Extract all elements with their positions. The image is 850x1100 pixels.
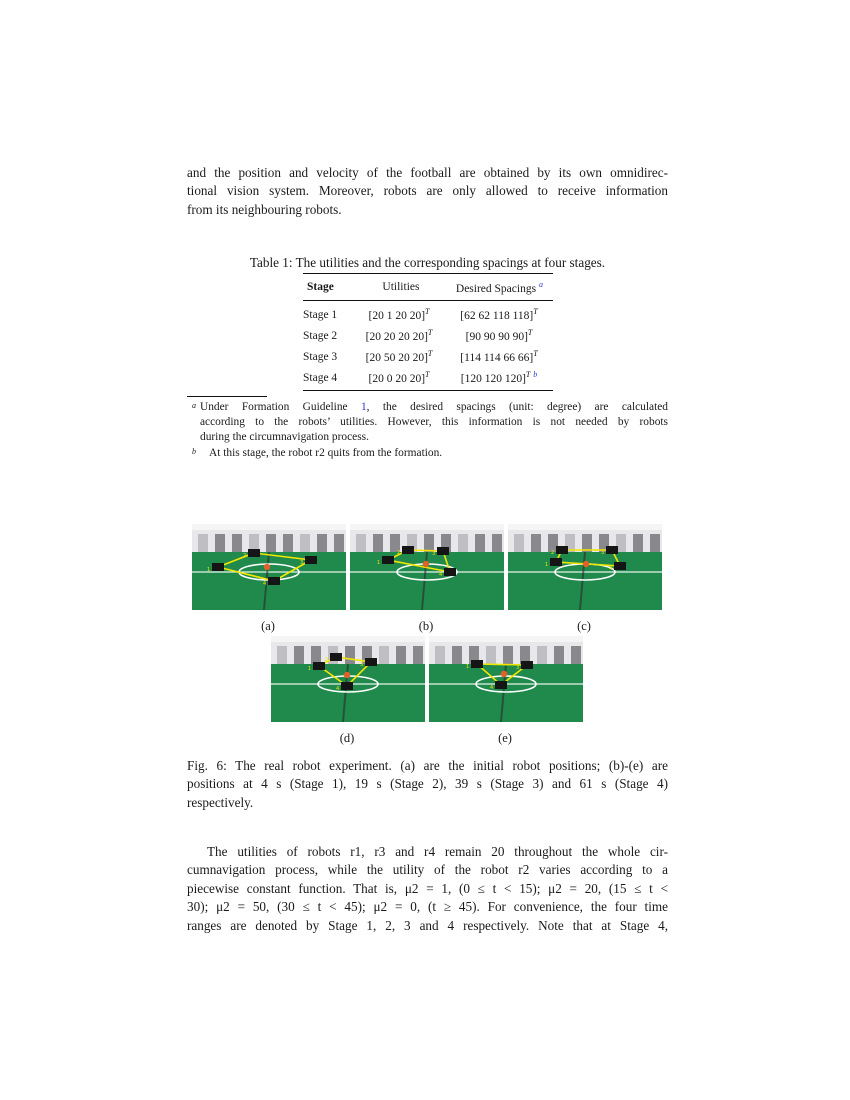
- table-row: [303, 346, 553, 367]
- subfigure-label: (e): [498, 731, 512, 745]
- robot-label: 3: [300, 560, 304, 566]
- robot: [495, 681, 507, 689]
- robot-label: 2: [551, 550, 555, 556]
- experiment-photo: [271, 636, 425, 722]
- subfigure-label: (d): [339, 731, 355, 745]
- robot-label: 1: [308, 666, 312, 672]
- subfigure-label: (c): [577, 619, 591, 633]
- guideline-link[interactable]: 1: [360, 401, 367, 413]
- footnote-line: according to the robots’ utilities. However, this information is not needed by robots: [200, 416, 668, 429]
- robot: [313, 662, 325, 670]
- football: [583, 561, 589, 567]
- robot-label: 4: [336, 686, 340, 692]
- cell-stage: Stage 3: [303, 350, 338, 363]
- robot-label: 3: [516, 665, 520, 671]
- robot: [606, 546, 618, 554]
- robot: [365, 658, 377, 666]
- robot: [556, 546, 568, 554]
- paragraph-line: 30); μ2 = 50, (30 ≤ t < 45); μ2 = 0, (t ≥ 45). For convenience, the four time: [187, 899, 668, 915]
- table-caption: Table 1: The utilities and the corresponding spacings at four stages.: [249, 255, 606, 270]
- robot-label: 3: [432, 551, 436, 557]
- football: [423, 561, 429, 567]
- robot: [268, 577, 280, 585]
- footnote-b: [187, 446, 668, 461]
- robot: [341, 682, 353, 690]
- footnote-mark: b: [192, 447, 196, 456]
- robot-label: 1: [545, 562, 549, 568]
- paragraph-line: piecewise constant function. That is, μ2 = 1, (0 ≤ t < 15); μ2 = 20, (15 ≤ t <: [187, 880, 668, 896]
- robot-label: 2: [325, 657, 329, 663]
- robot: [521, 661, 533, 669]
- robot-label: 4: [609, 566, 613, 572]
- experiment-photo: [508, 524, 662, 610]
- header-stage: Stage: [307, 281, 334, 293]
- robot-label: 1: [466, 664, 470, 670]
- footnote-mark: a: [192, 401, 196, 410]
- intro-paragraph: [187, 164, 668, 219]
- utilities-table: [303, 273, 553, 391]
- experiment-photo: [192, 524, 346, 610]
- caption-line: Fig. 6: The real robot experiment. (a) are the initial robot positions; (b)-(e) are: [187, 758, 668, 773]
- paragraph-line: tional vision system. Moreover, robots are only allowed to receive information: [187, 183, 668, 199]
- cell-spacings: [120 120 120]$^T$ $^b$: [460, 370, 538, 385]
- cell-stage: Stage 4: [303, 371, 338, 384]
- robot: [614, 562, 626, 570]
- experiment-photo: [429, 636, 583, 722]
- footnote-link-a[interactable]: a: [538, 279, 543, 289]
- table-mid-rule: [303, 300, 553, 301]
- cell-stage: Stage 2: [303, 329, 338, 342]
- robot: [382, 556, 394, 564]
- robot-label: 3: [360, 662, 364, 668]
- header-spacings: [446, 274, 553, 300]
- experiment-photo: [350, 524, 504, 610]
- robot: [330, 653, 342, 661]
- cell-utilities: [20 20 20 20]$^T$: [365, 328, 433, 343]
- header-utilities: Utilities: [382, 281, 420, 293]
- robot-label: 1: [207, 567, 211, 573]
- table-row: [303, 304, 553, 325]
- robot: [248, 549, 260, 557]
- robot: [437, 547, 449, 555]
- table-bottom-rule: [303, 390, 553, 391]
- subfigure-label: (a): [261, 619, 275, 633]
- footnote-rule: [187, 396, 267, 397]
- paragraph-line: from its neighbouring robots.: [187, 201, 342, 217]
- robot: [402, 546, 414, 554]
- robot-label: 1: [377, 560, 381, 566]
- robot: [444, 568, 456, 576]
- caption-line: respectively.: [187, 794, 254, 810]
- paragraph-line: ranges are denoted by Stage 1, 2, 3 and 4 respectively. Note that at Stage 4,: [187, 917, 668, 933]
- body-paragraph: [187, 843, 668, 935]
- paragraph-line: cumnavigation process, while the utility of the robot r2 varies according to a: [187, 862, 668, 878]
- robot: [305, 556, 317, 564]
- table-row: [303, 367, 553, 388]
- paragraph-line: and the position and velocity of the football are obtained by its own omnidirec-: [187, 165, 668, 180]
- cell-utilities: [20 1 20 20]$^T$: [368, 307, 430, 322]
- cell-stage: Stage 1: [303, 308, 338, 321]
- footnote-text: At this stage, the robot r2 quits from the formation.: [209, 447, 443, 459]
- robot-label: 2: [397, 550, 401, 556]
- robot-label: 2: [243, 553, 247, 559]
- caption-line: positions at 4 s (Stage 1), 19 s (Stage 2), 39 s (Stage 3) and 61 s (Stage 4): [187, 776, 668, 792]
- paragraph-line: The utilities of robots r1, r3 and r4 remain 20 throughout the whole cir-: [207, 844, 668, 859]
- cell-spacings: [114 114 66 66]$^T$: [460, 349, 538, 364]
- robot-label: 4: [263, 581, 267, 587]
- footnote-line: Under Formation Guideline 1, the desired spacings (unit: degree) are calculated: [200, 401, 668, 413]
- football: [501, 671, 507, 677]
- robot-label: 4: [490, 685, 494, 691]
- figure-caption: [187, 757, 668, 812]
- subfigure-label: (b): [418, 619, 434, 633]
- cell-spacings: [90 90 90 90]$^T$: [465, 328, 533, 343]
- footnote-link-b[interactable]: b: [533, 370, 538, 379]
- cell-utilities: [20 50 20 20]$^T$: [365, 349, 433, 364]
- robot: [471, 660, 483, 668]
- header-spacings-label: Desired Spacings: [455, 282, 537, 295]
- cell-utilities: [20 0 20 20]$^T$: [368, 370, 430, 385]
- robot: [212, 563, 224, 571]
- football: [344, 672, 350, 678]
- table-row: [303, 325, 553, 346]
- football: [264, 564, 270, 570]
- robot-label: 3: [601, 550, 605, 556]
- cell-spacings: [62 62 118 118]$^T$: [460, 307, 538, 322]
- footnote-a: [187, 400, 668, 446]
- robot: [550, 558, 562, 566]
- robot-label: 4: [439, 572, 443, 578]
- footnote-line: during the circumnavigation process.: [200, 431, 369, 444]
